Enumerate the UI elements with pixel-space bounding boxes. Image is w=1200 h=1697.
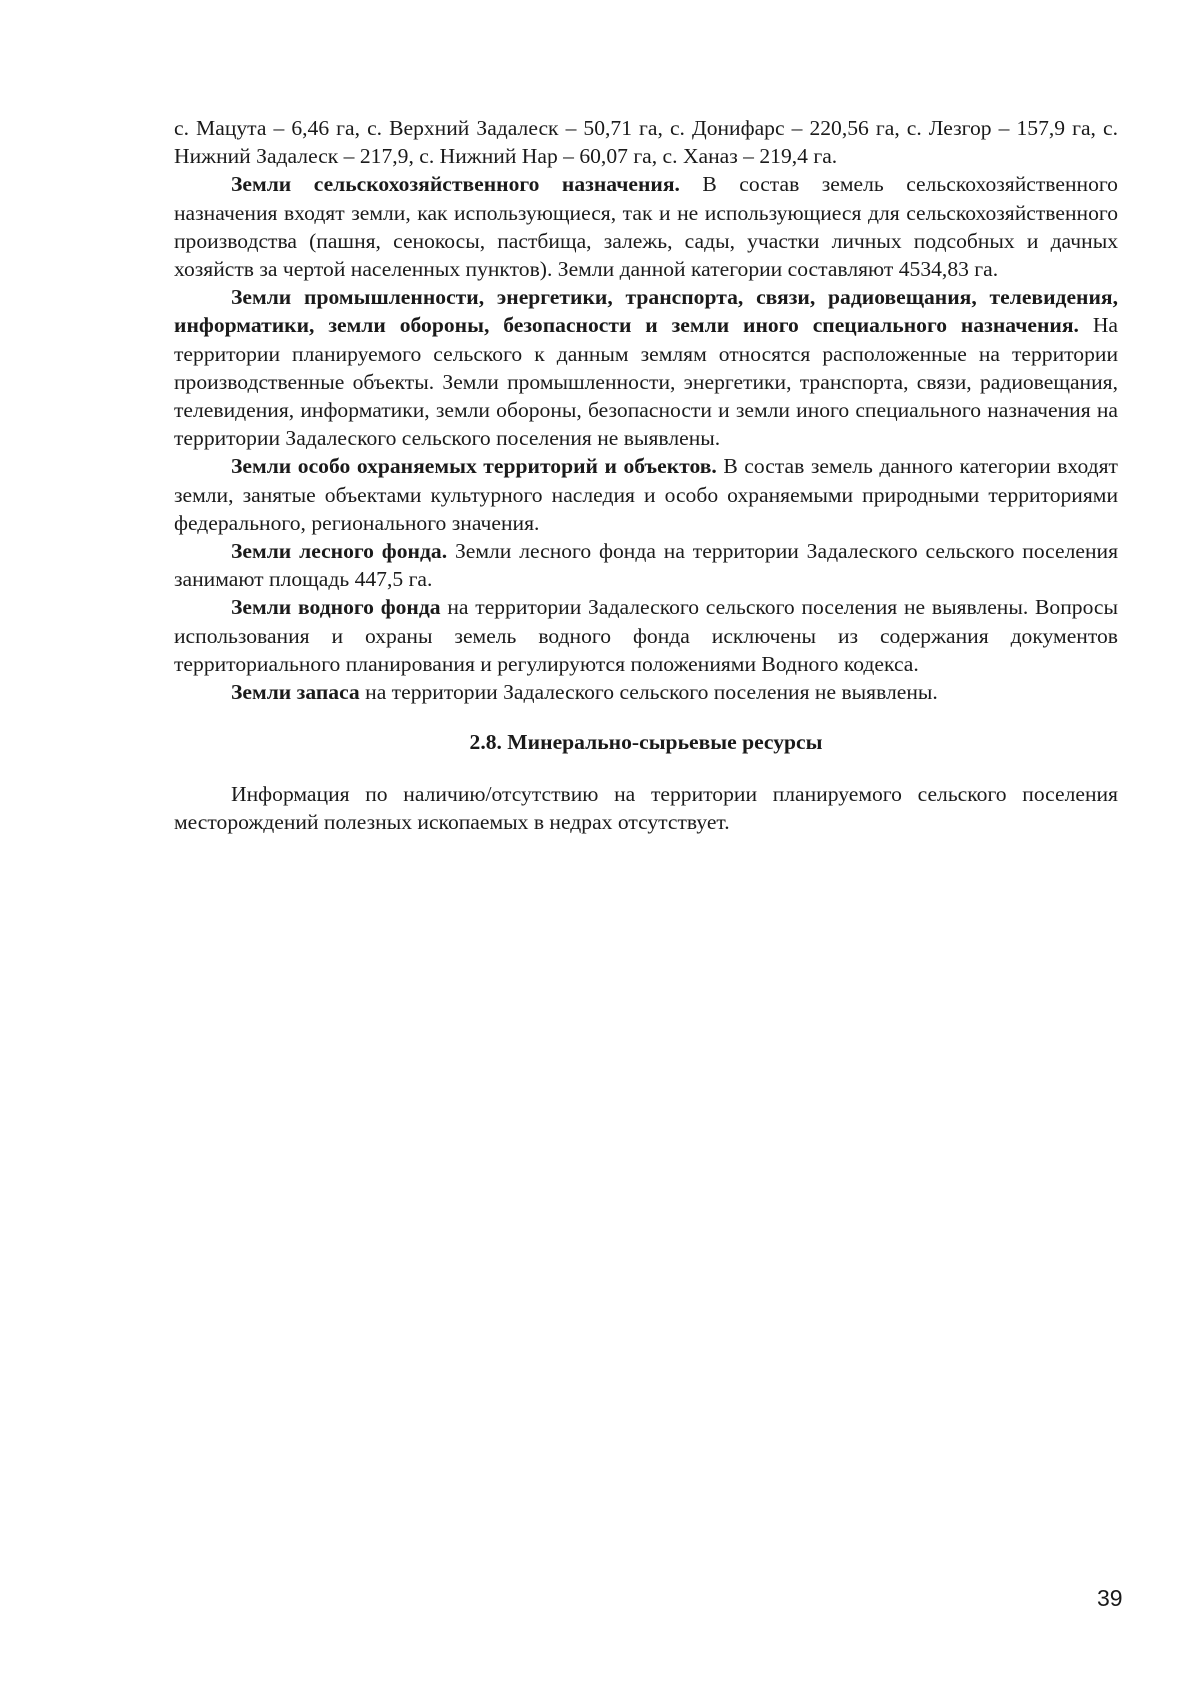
- paragraph-lead-bold: Земли особо охраняемых территорий и объектов.: [231, 454, 717, 479]
- agricultural-land-paragraph: [174, 170, 1118, 283]
- forest-land-paragraph: [174, 537, 1118, 593]
- paragraph-lead-bold: Земли промышленности, энергетики, транспорта, связи, радиовещания, телевидения, информатики, земли обороны, безопасности и земли иного специального назначения.: [174, 285, 1118, 338]
- paragraph-text: на территории Задалеского сельского поселения не выявлены.: [359, 680, 938, 705]
- paragraph-lead-bold: Земли запаса: [231, 680, 360, 705]
- protected-land-paragraph: [174, 452, 1118, 537]
- settlements-areas-paragraph: [174, 114, 1118, 170]
- page-number: 39: [1097, 1585, 1123, 1611]
- industrial-land-paragraph: [174, 283, 1118, 452]
- reserve-land-paragraph: [174, 678, 1118, 706]
- paragraph-text: На территории планируемого сельского к данным землям относятся расположенные на территории производственные объекты. Земли промышленности, энергетики, транспорта, связи, радиовещания, телевидения, информатики, земли обороны, безопасности и земли иного специального назначения на территории Задалеского сельского поселения не выявлены.: [174, 313, 1118, 451]
- paragraph-text: на территории Задалеского сельского поселения не выявлены. Вопросы использования и охраны земель водного фонда исключены из содержания документов территориального планирования и регулируются положениями Водного кодекса.: [174, 595, 1118, 676]
- land-categories-text: [174, 114, 1118, 706]
- paragraph-lead-bold: Земли лесного фонда.: [231, 539, 448, 564]
- paragraph-text: с. Мацута – 6,46 га, с. Верхний Задалеск – 50,71 га, с. Донифарс – 220,56 га, с. Лезгор – 157,9 га, с. Нижний Задалеск – 217,9, с. Нижний Нар – 60,07 га, с. Ханаз – 219,4 га.: [174, 116, 1118, 169]
- paragraph-lead-bold: Земли сельскохозяйственного назначения.: [231, 172, 680, 197]
- document-page: [174, 114, 1118, 837]
- water-land-paragraph: [174, 593, 1118, 678]
- paragraph-text: В состав земель данного категории входят земли, занятые объектами культурного наследия и особо охраняемыми природными территориями федерального, регионального значения.: [174, 454, 1118, 535]
- paragraph-lead-bold: Земли водного фонда: [231, 595, 441, 620]
- mineral-resources-paragraph: Информация по наличию/отсутствию на территории планируемого сельского поселения месторождений полезных ископаемых в недрах отсутствует.: [174, 782, 1118, 835]
- mineral-resources-text: [174, 780, 1118, 836]
- section-heading: 2.8. Минерально-сырьевые ресурсы: [469, 730, 823, 755]
- paragraph-text: Земли лесного фонда на территории Задалеского сельского поселения занимают площадь 447,5 га.: [174, 539, 1118, 592]
- paragraph-text: В состав земель сельскохозяйственного назначения входят земли, как использующиеся, так и не использующиеся для сельскохозяйственного производства (пашня, сенокосы, пастбища, залежь, сады, участки личных подсобных и дачных хозяйств за чертой населенных пунктов). Земли данной категории составляют 4534,83 га.: [174, 172, 1118, 282]
